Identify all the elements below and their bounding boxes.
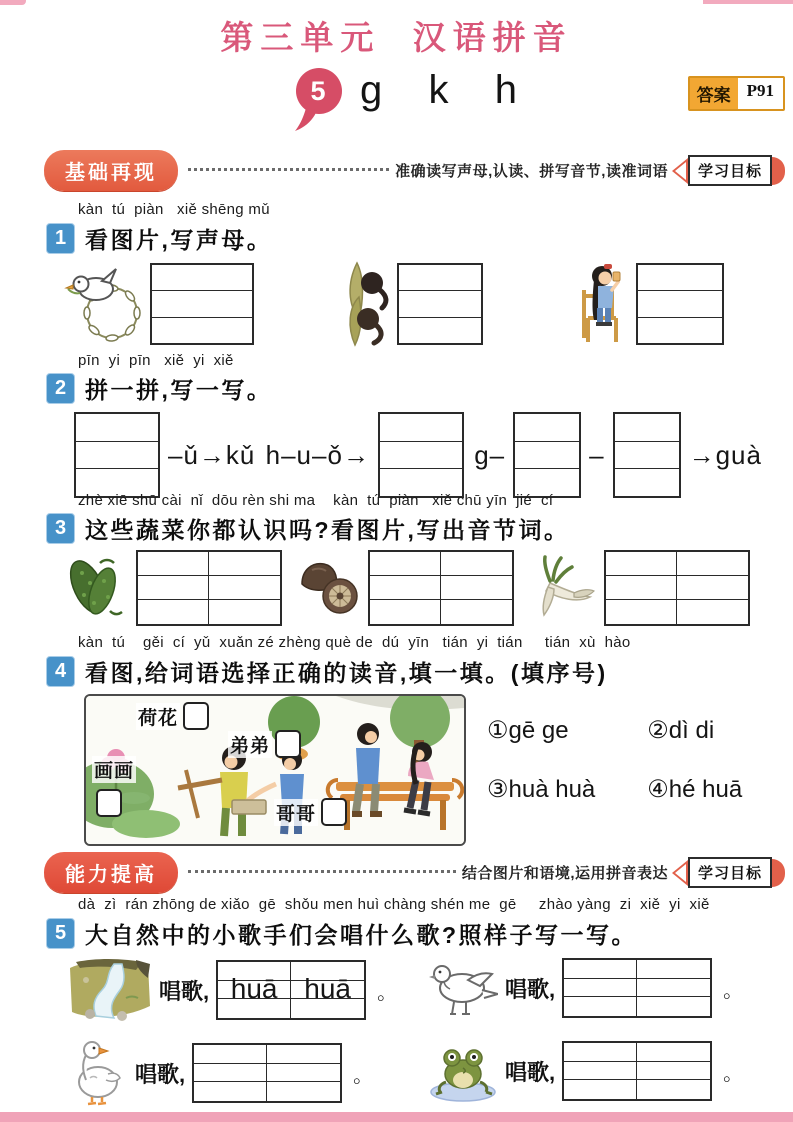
sing-label: 唱歌,: [505, 976, 556, 1002]
ex3-title: [46, 512, 569, 545]
park-scene: [84, 694, 466, 846]
lotus-label-text: 荷花: [136, 703, 180, 730]
ex3-writing-grid-1[interactable]: [136, 550, 282, 626]
pencil-tip-icon: [672, 860, 688, 886]
drawing-answer-box[interactable]: [96, 789, 122, 817]
lesson-number: 5: [310, 75, 326, 106]
ex1-writing-grid-1[interactable]: [150, 263, 254, 345]
pencil-cap-icon: [772, 859, 785, 887]
section-basic-badge: 基础再现: [44, 150, 178, 191]
lesson-title-letters: g k h: [360, 68, 525, 112]
page-footer-bar: [0, 1112, 793, 1122]
dotted-leader: [188, 869, 456, 873]
ex2-item2-text: h–u–ǒ→: [265, 439, 370, 470]
period-mark: 。: [377, 981, 398, 1004]
ex2-writing-grid-3[interactable]: [513, 412, 581, 498]
ex3-item-bitter-gourd: [58, 550, 282, 626]
sing-label: 唱歌,: [135, 1061, 186, 1087]
ex2-item3-prefix: g–: [474, 439, 506, 470]
ex5-writing-grid-frog[interactable]: [562, 1041, 712, 1101]
ex5-item-stream: [66, 958, 397, 1022]
lesson-header: [0, 62, 793, 132]
ex5-instruction: 大自然中的小歌手们会唱什么歌?照样子写一写。: [85, 922, 638, 948]
dotted-leader: [188, 167, 389, 171]
sing-label: 唱歌,: [505, 1059, 556, 1085]
period-mark: 。: [353, 1064, 374, 1087]
scene-label-drawing: [92, 756, 136, 817]
ex3-instruction: 这些蔬菜你都认识吗?看图片,写出音节词。: [85, 517, 570, 543]
page-edge-mark: [0, 0, 26, 5]
section-ability-goal-text: 结合图片和语境,运用拼音表达: [461, 865, 668, 882]
ex2-item1-text: –ǔ→kǔ: [168, 439, 256, 470]
ex2-item-1: [74, 412, 255, 498]
ex3-writing-grid-3[interactable]: [604, 550, 750, 626]
drawing-label-text: 画画: [92, 756, 136, 783]
ex1-pinyin: kàn tú piàn xiě shēng mǔ: [78, 201, 270, 218]
ex5-item-goose: [66, 1040, 373, 1106]
ex4-title: [46, 655, 608, 688]
ex2-item3-suffix: →guà: [688, 439, 762, 470]
frog-image: [428, 1040, 498, 1102]
scallion-image: [530, 553, 596, 623]
tadpoles-image: [343, 261, 389, 347]
period-mark: 。: [723, 1062, 744, 1085]
ex5-item-frog: [428, 1040, 743, 1102]
little-brother-answer-box[interactable]: [275, 730, 301, 758]
pencil-tip-icon: [672, 158, 688, 184]
dove-with-wreath-image: [64, 263, 142, 345]
ex5-number-badge: 5: [46, 918, 75, 949]
lotus-answer-box[interactable]: [183, 702, 209, 730]
ex5-writing-grid-dove[interactable]: [562, 958, 712, 1018]
ex1-writing-grid-3[interactable]: [636, 263, 724, 345]
page-edge-mark: [703, 0, 793, 4]
option-4: ④hé huā: [647, 776, 743, 803]
ex2-items-row: [74, 412, 762, 498]
ex3-writing-grid-2[interactable]: [368, 550, 514, 626]
dove-line-image: [428, 958, 498, 1018]
ex2-item-3: [474, 412, 762, 498]
ex2-item3-dash: –: [589, 439, 605, 470]
ex2-writing-grid-4[interactable]: [613, 412, 681, 498]
ex5-writing-grid-example[interactable]: huā huā: [216, 960, 366, 1020]
learning-goal-badge: [672, 155, 785, 186]
girl-drinking-image: [572, 260, 628, 348]
ex3-pinyin: zhè xiē shū cài nǐ dōu rèn shi ma kàn tú piàn xiě chū yīn jié cí: [78, 492, 554, 509]
ex1-items-row: [64, 260, 724, 348]
big-brother-answer-box[interactable]: [321, 798, 347, 826]
answer-page-number: P91: [738, 78, 783, 109]
ex2-instruction: 拼一拼,写一写。: [85, 377, 273, 403]
ex1-item-dove: [64, 263, 254, 345]
ex5-pinyin: dà zì rán zhōng de xiǎo gē shǒu men huì chàng shén me gē zhào yàng zi xiě yi xiě: [78, 896, 710, 913]
ex2-writing-grid-2[interactable]: [378, 412, 464, 498]
ex1-title: [46, 222, 272, 255]
learning-goal-label: 学习目标: [688, 857, 772, 888]
big-brother-label-text: 哥哥: [274, 799, 318, 826]
option-3: ③huà huà: [487, 776, 596, 803]
ex5-writing-grid-goose[interactable]: [192, 1043, 342, 1103]
scene-label-big-brother: [274, 798, 347, 826]
ex2-item-2: [266, 412, 464, 498]
bitter-gourd-image: [58, 555, 128, 621]
ex5-item-dove: [428, 958, 743, 1018]
ex1-writing-grid-2[interactable]: [397, 263, 483, 345]
ex2-writing-grid-1[interactable]: [74, 412, 160, 498]
section-ability-header: [44, 852, 785, 893]
ex4-instruction: 看图,给词语选择正确的读音,填一填。(填序号): [85, 660, 608, 686]
scene-label-little-brother: [228, 730, 301, 758]
sing-label: 唱歌,: [159, 978, 210, 1004]
ex4-pinyin: kàn tú gěi cí yǔ xuǎn zé zhèng què de dú yīn tián yi tián tián xù hào: [78, 634, 631, 651]
mushrooms-image: [298, 558, 360, 618]
ex1-item-tadpoles: [343, 261, 483, 347]
ex1-instruction: 看图片,写声母。: [85, 227, 273, 253]
section-ability-badge: 能力提高: [44, 852, 178, 893]
ex2-title: [46, 372, 272, 405]
ex1-item-girl-drinking: [572, 260, 724, 348]
section-basic-header: [44, 150, 785, 191]
pencil-cap-icon: [772, 157, 785, 185]
unit-title: 第三单元 汉语拼音: [220, 19, 573, 56]
section-basic-goal-text: 准确读写声母,认读、拼写音节,读准词语: [395, 163, 668, 180]
ex3-number-badge: 3: [46, 513, 75, 544]
learning-goal-label: 学习目标: [688, 155, 772, 186]
ex3-items-row: [58, 550, 750, 626]
answer-label: 答案: [690, 78, 738, 109]
option-2: ②dì di: [647, 717, 715, 744]
answer-page-badge: [688, 76, 785, 111]
ex5-title: [46, 917, 637, 950]
ex4-options: [487, 716, 742, 804]
goose-image: [66, 1040, 128, 1106]
ex3-item-mushrooms: [298, 550, 514, 626]
option-1: ①gē ge: [487, 717, 569, 744]
ex3-item-scallion: [530, 550, 750, 626]
ex4-number-badge: 4: [46, 656, 75, 687]
scene-label-lotus: [136, 702, 209, 730]
ex2-pinyin: pīn yi pīn xiě yi xiě: [78, 352, 234, 369]
period-mark: 。: [723, 979, 744, 1002]
lesson-number-bubble: [293, 66, 347, 132]
little-brother-label-text: 弟弟: [228, 731, 272, 758]
ex1-number-badge: 1: [46, 223, 75, 254]
ex2-number-badge: 2: [46, 373, 75, 404]
learning-goal-badge: [672, 857, 785, 888]
stream-image: [66, 958, 152, 1022]
